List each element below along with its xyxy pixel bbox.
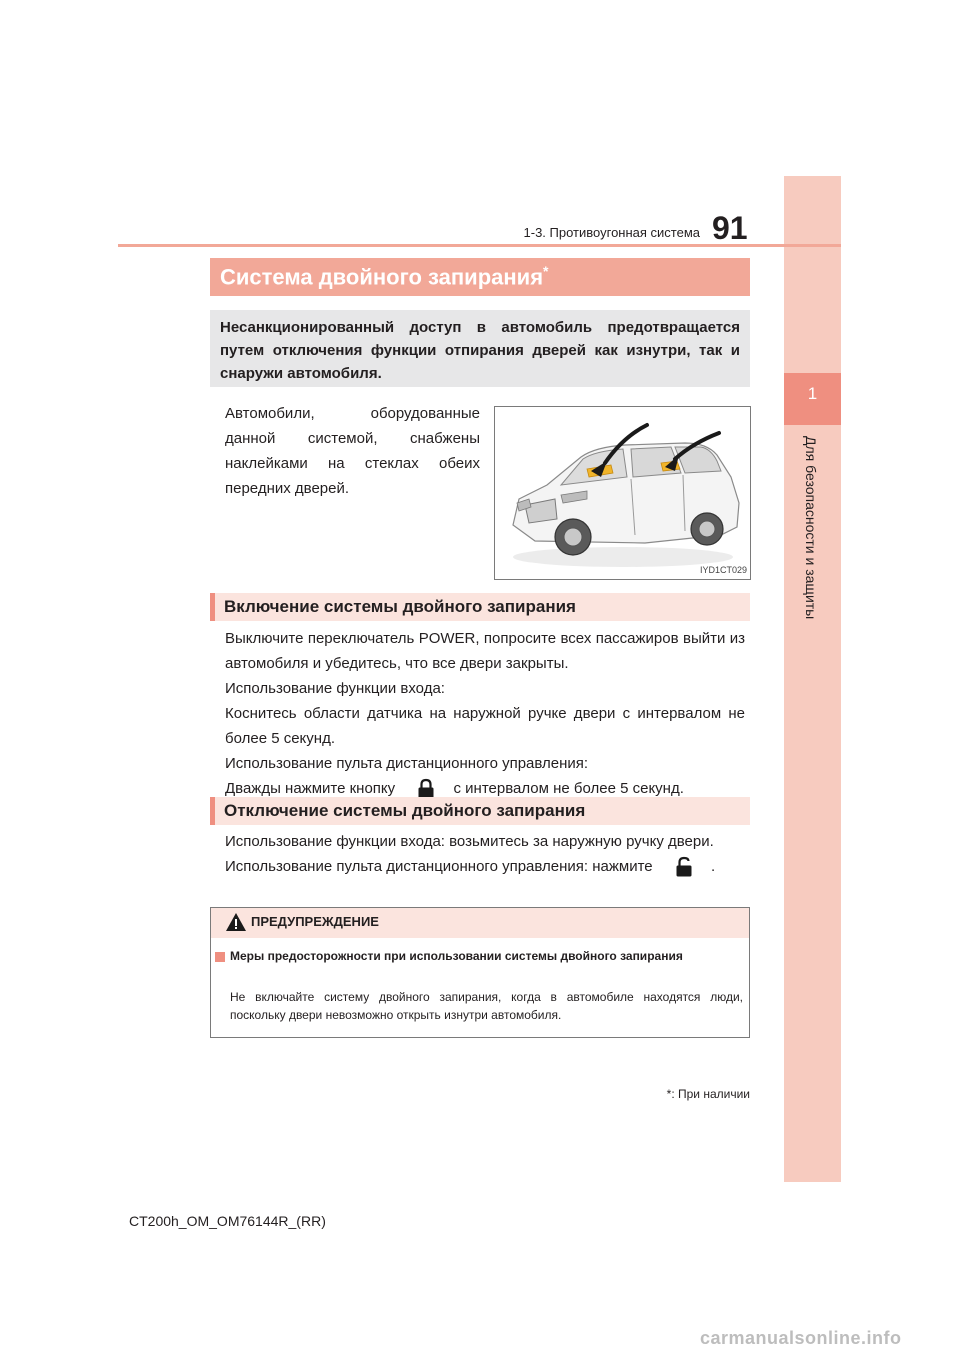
enable-remote-label: Использование пульта дистанционного управления: bbox=[225, 755, 589, 772]
equipment-text: Автомобили, оборудованные данной системой, снабжены наклейками на стеклах обеих передних дверей. bbox=[225, 405, 480, 497]
warning-title: ПРЕДУПРЕЖДЕНИЕ bbox=[251, 914, 379, 929]
car-icon bbox=[495, 407, 750, 579]
disable-section-title: Отключение системы двойного запирания bbox=[224, 801, 586, 820]
disable-remote-text-before: Использование пульта дистанционного управления: нажмите bbox=[225, 858, 653, 875]
chapter-title: Для безопасности и защиты bbox=[802, 436, 819, 620]
disable-paragraph bbox=[225, 829, 745, 879]
disable-remote-text-after: . bbox=[710, 858, 716, 875]
footnote-marker: * bbox=[666, 1087, 672, 1101]
watermark[interactable]: carmanualsonline.info bbox=[700, 1328, 902, 1348]
side-tab bbox=[784, 176, 841, 1182]
enable-remote-text-before: Дважды нажмите кнопку bbox=[225, 780, 396, 797]
chapter-number: 1 bbox=[807, 384, 818, 403]
enable-remote-text-after: с интервалом не более 5 секунд. bbox=[453, 780, 684, 797]
footnote bbox=[560, 1087, 750, 1101]
disable-entry-text: Использование функции входа: возьмитесь за наружную ручку двери. bbox=[225, 833, 714, 850]
warning-subtitle: Меры предосторожности при использовании системы двойного запирания bbox=[230, 949, 683, 963]
image-code: IYD1CT029 bbox=[700, 565, 748, 575]
availability-marker: * bbox=[543, 263, 549, 279]
warning-bullet bbox=[215, 952, 225, 962]
page-number: 91 bbox=[712, 210, 748, 246]
enable-paragraph bbox=[225, 626, 745, 676]
car-illustration bbox=[494, 406, 751, 580]
chapter-title-vertical bbox=[783, 436, 840, 636]
enable-entry-text: Коснитесь области датчика на наружной ручке двери с интервалом не более 5 секунд. bbox=[225, 705, 745, 747]
enable-instruction: Выключите переключатель POWER, попросите всех пассажиров выйти из автомобиля и убедитесь, что все двери закрыты. bbox=[225, 630, 745, 672]
lock-open-icon bbox=[675, 856, 693, 878]
footnote-text: : При наличии bbox=[671, 1087, 750, 1101]
section-path: 1-3. Противоугонная система bbox=[523, 225, 700, 240]
enable-entry bbox=[225, 676, 745, 801]
enable-section-title: Включение системы двойного запирания bbox=[224, 597, 576, 616]
main-title bbox=[220, 263, 548, 290]
warning-triangle-icon bbox=[225, 912, 247, 932]
main-title-text: Система двойного запирания bbox=[220, 264, 544, 290]
footer-code: CT200h_OM_OM76144R_(RR) bbox=[129, 1213, 326, 1229]
warning-body: Не включайте систему двойного запирания, когда в автомобиле находятся люди, поскольку двери невозможно открыть изнутри автомобиля. bbox=[230, 990, 743, 1022]
disable-remote-line bbox=[225, 854, 745, 879]
intro-text: Несанкционированный доступ в автомобиль предотвращается путем отключения функции отпирания дверей как изнутри, так и снаружи автомобиля. bbox=[220, 319, 740, 382]
enable-entry-label: Использование функции входа: bbox=[225, 680, 445, 697]
